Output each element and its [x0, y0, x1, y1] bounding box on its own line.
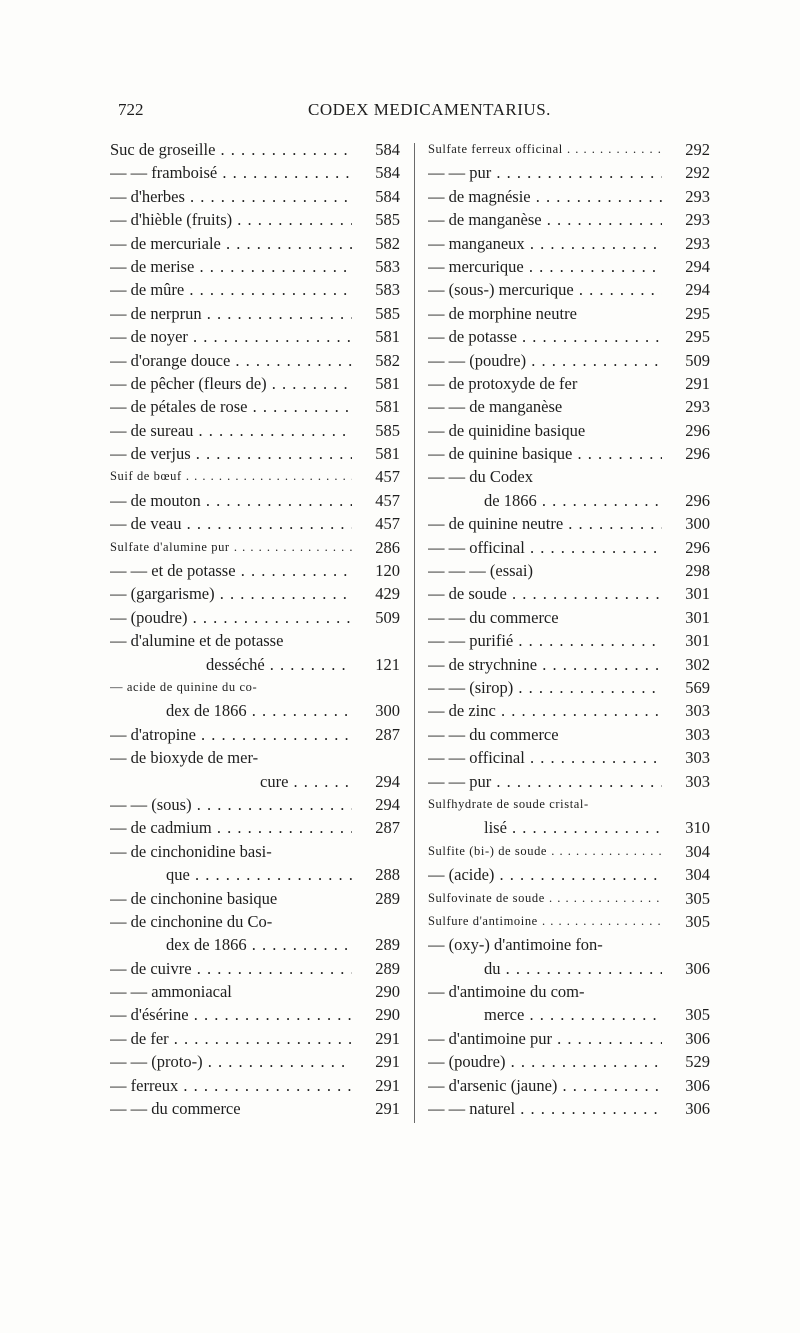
index-entry	[110, 863, 400, 886]
index-entry-page: 120	[375, 561, 400, 581]
index-entry-text: Sulfure d'antimoine . . .	[428, 910, 662, 933]
index-entry-page: 288	[375, 865, 400, 885]
index-entry-page: 457	[375, 514, 400, 534]
index-entry	[110, 699, 400, 722]
index-entry	[110, 208, 400, 231]
index-entry-page: 290	[375, 1005, 400, 1025]
index-entry	[110, 512, 400, 535]
index-entry	[428, 653, 710, 676]
index-entry-page: 296	[685, 537, 710, 557]
index-entry-text: desséché . . .	[110, 653, 352, 676]
index-entry	[428, 887, 710, 910]
index-entry-text: — d'hièble (fruits) . . .	[110, 208, 352, 231]
index-entry-text: — de bioxyde de mer-	[110, 748, 259, 768]
index-entry	[428, 957, 710, 980]
index-entry	[110, 138, 400, 161]
index-entry-page: 305	[685, 888, 710, 908]
index-entry-text: Sulfite (bi-) de soude . . .	[428, 840, 662, 863]
index-entry-page: 291	[685, 373, 710, 393]
index-entry-text: — de strychnine . . .	[428, 653, 662, 676]
index-entry	[110, 442, 400, 465]
index-entry-text: — de veau . . .	[110, 512, 352, 535]
index-entry	[428, 278, 710, 301]
index-entry-page: 300	[685, 514, 710, 534]
index-entry-text: — d'ésérine . . .	[110, 1003, 352, 1026]
index-entry-text: de 1866 . . .	[428, 489, 662, 512]
index-entry	[110, 161, 400, 184]
index-entry	[428, 465, 710, 488]
index-entry-text: — de soude . . .	[428, 582, 662, 605]
index-entry-text: — d'alumine et de potasse	[110, 631, 284, 651]
index-entry-text: — de verjus . . .	[110, 442, 352, 465]
index-entry	[428, 933, 710, 956]
index-entry-page: 291	[375, 1028, 400, 1048]
index-entry-text: lisé . . .	[428, 816, 662, 839]
index-entry	[428, 1027, 710, 1050]
index-entry-page: 581	[375, 444, 400, 464]
index-entry-text: — de sureau . . .	[110, 419, 352, 442]
index-entry-page: 300	[375, 701, 400, 721]
index-entry	[428, 442, 710, 465]
index-entry	[110, 255, 400, 278]
index-entry-text: — — officinal . . .	[428, 536, 662, 559]
index-entry-text: — de pétales de rose . . .	[110, 395, 352, 418]
index-entry-text: Sulfate d'alumine pur . . .	[110, 536, 352, 559]
column-divider	[414, 143, 415, 1123]
index-entry-text: Sulfovinate de soude . . .	[428, 887, 662, 910]
index-entry-page: 301	[685, 631, 710, 651]
index-entry-text: — — ammoniacal	[110, 982, 232, 1002]
index-entry-page: 310	[685, 818, 710, 838]
index-entry-page: 584	[375, 186, 400, 206]
index-entry-text: — (acide) . . .	[428, 863, 662, 886]
index-entry-page: 296	[685, 420, 710, 440]
index-entry-text: — — framboisé . . .	[110, 161, 352, 184]
index-entry	[110, 395, 400, 418]
index-entry	[110, 349, 400, 372]
index-entry-text: — d'atropine . . .	[110, 723, 352, 746]
index-entry-page: 584	[375, 140, 400, 159]
index-entry	[110, 933, 400, 956]
index-entry	[428, 419, 710, 442]
index-entry-text: — — pur . . .	[428, 161, 662, 184]
index-entry	[428, 138, 710, 161]
index-entry-text: — d'herbes . . .	[110, 185, 352, 208]
index-entry-page: 289	[375, 935, 400, 955]
index-entry-text: dex de 1866 . . .	[110, 699, 352, 722]
index-entry-text: — de cinchonidine basi-	[110, 841, 272, 861]
index-entry-page: 306	[685, 958, 710, 978]
index-entry-page: 581	[375, 397, 400, 417]
index-entry-page: 585	[375, 420, 400, 440]
index-entry	[428, 1097, 710, 1120]
index-entry-text: — acide de quinine du co-	[110, 679, 258, 694]
index-entry-text: — — purifié . . .	[428, 629, 662, 652]
running-title: CODEX MEDICAMENTARIUS.	[308, 100, 551, 119]
index-entry	[428, 559, 710, 582]
index-entry	[428, 372, 710, 395]
index-entry-text: — (poudre) . . .	[110, 606, 352, 629]
index-entry	[428, 910, 710, 933]
index-entry-text: — de merise . . .	[110, 255, 352, 278]
index-entry-page: 290	[375, 982, 400, 1002]
index-entry-page: 304	[685, 841, 710, 861]
index-entry	[428, 1050, 710, 1073]
index-entry-text: — de noyer . . .	[110, 325, 352, 348]
index-entry	[428, 816, 710, 839]
index-entry-text: — de quinidine basique	[428, 420, 586, 440]
index-entry	[428, 489, 710, 512]
index-entry-text: — de mouton . . .	[110, 489, 352, 512]
index-entry	[110, 980, 400, 1003]
index-entry-text: — de mercuriale . . .	[110, 232, 352, 255]
index-entry-page: 292	[685, 140, 710, 159]
index-entry-page: 303	[685, 724, 710, 744]
index-entry-text: — — du commerce	[428, 607, 559, 627]
page-number: 722	[118, 100, 144, 119]
index-entry	[110, 465, 400, 488]
index-entry-page: 305	[685, 1005, 710, 1025]
index-entry	[110, 582, 400, 605]
index-entry	[428, 676, 710, 699]
index-entry-page: 583	[375, 256, 400, 276]
index-entry	[428, 980, 710, 1003]
index-entry-text: que . . .	[110, 863, 352, 886]
index-entry	[110, 559, 400, 582]
index-entry	[110, 185, 400, 208]
index-entry-page: 289	[375, 888, 400, 908]
index-entry	[110, 489, 400, 512]
index-entry-page: 585	[375, 210, 400, 230]
index-entry	[110, 278, 400, 301]
index-entry-text: — de manganèse . . .	[428, 208, 662, 231]
index-entry-text: — — naturel . . .	[428, 1097, 662, 1120]
index-entry-page: 582	[375, 233, 400, 253]
index-entry	[428, 302, 710, 325]
index-entry-page: 306	[685, 1075, 710, 1095]
index-entry-text: — — pur . . .	[428, 770, 662, 793]
index-entry	[110, 1027, 400, 1050]
index-entry-page: 583	[375, 280, 400, 300]
index-entry-text: — d'orange douce . . .	[110, 349, 352, 372]
index-entry	[110, 723, 400, 746]
index-entry	[428, 770, 710, 793]
index-entry	[110, 629, 400, 652]
index-entry	[428, 325, 710, 348]
index-entry	[428, 536, 710, 559]
page-header	[118, 100, 708, 126]
index-entry-text: — de morphine neutre	[428, 303, 577, 323]
index-entry-page: 294	[685, 256, 710, 276]
index-entry	[110, 372, 400, 395]
index-entry-page: 298	[685, 561, 710, 581]
index-entry	[428, 582, 710, 605]
index-entry-page: 296	[685, 490, 710, 510]
index-entry	[428, 349, 710, 372]
index-entry	[428, 185, 710, 208]
index-entry-page: 121	[375, 654, 400, 674]
index-entry-text: Sulfate ferreux officinal . . .	[428, 138, 662, 161]
index-entry-text: — (poudre) . . .	[428, 1050, 662, 1073]
index-entry	[110, 606, 400, 629]
index-entry-text: — — et de potasse . . .	[110, 559, 352, 582]
index-entry-page: 509	[685, 350, 710, 370]
index-entry-text: — de fer . . .	[110, 1027, 352, 1050]
index-entry-text: — — (poudre) . . .	[428, 349, 662, 372]
index-entry-text: — de cinchonine basique	[110, 888, 278, 908]
index-entry-page: 287	[375, 724, 400, 744]
index-entry-page: 584	[375, 163, 400, 183]
index-entry	[110, 419, 400, 442]
index-entry	[428, 840, 710, 863]
index-entry	[428, 161, 710, 184]
index-entry-text: — de cadmium . . .	[110, 816, 352, 839]
index-entry-text: — d'antimoine pur . . .	[428, 1027, 662, 1050]
index-entry	[110, 1050, 400, 1073]
index-entry-text: — de pêcher (fleurs de) . . .	[110, 372, 352, 395]
index-entry-text: — de mûre . . .	[110, 278, 352, 301]
index-entry-page: 585	[375, 303, 400, 323]
index-entry	[110, 1097, 400, 1120]
index-entry	[428, 746, 710, 769]
index-entry-text: — de potasse . . .	[428, 325, 662, 348]
index-entry-text: — de nerprun . . .	[110, 302, 352, 325]
index-entry-page: 303	[685, 748, 710, 768]
index-entry	[428, 699, 710, 722]
index-entry	[110, 536, 400, 559]
index-entry-text: du . . .	[428, 957, 662, 980]
index-entry	[110, 1003, 400, 1026]
index-entry-page: 287	[375, 818, 400, 838]
index-entry-text: — — (sirop) . . .	[428, 676, 662, 699]
index-entry-page: 295	[685, 303, 710, 323]
index-entry	[110, 793, 400, 816]
index-entry-page: 582	[375, 350, 400, 370]
index-entry-page: 289	[375, 958, 400, 978]
index-entry-page: 303	[685, 771, 710, 791]
index-entry-page: 294	[685, 280, 710, 300]
index-entry	[110, 676, 400, 699]
index-entry-page: 293	[685, 186, 710, 206]
index-entry	[428, 1003, 710, 1026]
index-entry-page: 292	[685, 163, 710, 183]
index-entry-page: 457	[375, 490, 400, 510]
index-entry-page: 305	[685, 911, 710, 931]
index-entry-text: — — du commerce	[428, 724, 559, 744]
index-entry	[110, 840, 400, 863]
index-entry-text: — — du Codex	[428, 467, 533, 487]
index-entry-page: 429	[375, 584, 400, 604]
index-entry-text: — (sous-) mercurique . . .	[428, 278, 662, 301]
index-entry	[110, 770, 400, 793]
index-entry-text: — manganeux . . .	[428, 232, 662, 255]
index-column-right	[428, 138, 710, 1120]
index-entry-page: 301	[685, 584, 710, 604]
index-entry-page: 295	[685, 327, 710, 347]
index-entry-page: 581	[375, 327, 400, 347]
index-entry-text: — — (sous) . . .	[110, 793, 352, 816]
index-entry-page: 306	[685, 1028, 710, 1048]
index-entry-text: Suc de groseille . . .	[110, 138, 352, 161]
index-entry-text: dex de 1866 . . .	[110, 933, 352, 956]
index-entry-text: — de protoxyde de fer	[428, 373, 578, 393]
index-entry-page: 293	[685, 397, 710, 417]
index-entry	[428, 255, 710, 278]
index-entry-page: 529	[685, 1052, 710, 1072]
index-entry-page: 293	[685, 233, 710, 253]
index-entry	[428, 1074, 710, 1097]
index-entry	[428, 793, 710, 816]
index-entry-text: — — officinal . . .	[428, 746, 662, 769]
index-entry	[110, 302, 400, 325]
index-entry	[428, 863, 710, 886]
index-entry-page: 291	[375, 1099, 400, 1119]
index-entry-page: 294	[375, 794, 400, 814]
index-entry-page: 294	[375, 771, 400, 791]
index-entry-text: — de cuivre . . .	[110, 957, 352, 980]
index-entry-text: — de cinchonine du Co-	[110, 911, 273, 931]
index-entry	[110, 653, 400, 676]
index-entry	[428, 723, 710, 746]
index-entry	[110, 325, 400, 348]
index-entry-text: — (gargarisme) . . .	[110, 582, 352, 605]
index-entry	[110, 746, 400, 769]
index-entry-page: 291	[375, 1075, 400, 1095]
index-entry-page: 296	[685, 444, 710, 464]
index-entry-text: Suif de bœuf . . .	[110, 465, 352, 488]
index-entry-page: 293	[685, 210, 710, 230]
index-entry-text: — — (proto-) . . .	[110, 1050, 352, 1073]
index-entry	[110, 910, 400, 933]
index-entry	[428, 606, 710, 629]
index-entry-page: 286	[375, 537, 400, 557]
index-entry-text: — de quinine neutre . . .	[428, 512, 662, 535]
index-entry-page: 302	[685, 654, 710, 674]
index-entry-page: 291	[375, 1052, 400, 1072]
index-entry-page: 306	[685, 1099, 710, 1119]
index-entry-text: — (oxy-) d'antimoine fon-	[428, 935, 603, 955]
index-column-left	[110, 138, 400, 1120]
index-entry-text: merce . . .	[428, 1003, 662, 1026]
index-entry-text: — d'arsenic (jaune) . . .	[428, 1074, 662, 1097]
index-entry-text: Sulfhydrate de soude cristal-	[428, 796, 589, 811]
index-entry-text: — de quinine basique . . .	[428, 442, 662, 465]
index-entry	[428, 208, 710, 231]
index-entry-text: — de magnésie . . .	[428, 185, 662, 208]
index-entry-text: — mercurique . . .	[428, 255, 662, 278]
index-entry	[428, 395, 710, 418]
index-entry-page: 569	[685, 677, 710, 697]
index-entry-text: — d'antimoine du com-	[428, 982, 585, 1002]
index-entry-page: 581	[375, 373, 400, 393]
index-entry	[428, 629, 710, 652]
index-entry-page: 304	[685, 865, 710, 885]
index-entry-page: 303	[685, 701, 710, 721]
index-entry-text: — — — (essai)	[428, 561, 533, 581]
index-entry-page: 457	[375, 467, 400, 487]
index-entry-text: cure . . .	[110, 770, 352, 793]
index-entry	[110, 232, 400, 255]
index-entry	[110, 816, 400, 839]
index-entry-text: — de zinc . . .	[428, 699, 662, 722]
index-entry	[428, 512, 710, 535]
index-entry-text: — — du commerce	[110, 1099, 241, 1119]
index-entry-page: 509	[375, 607, 400, 627]
index-entry-text: — — de manganèse	[428, 397, 563, 417]
index-entry	[110, 887, 400, 910]
index-entry	[110, 957, 400, 980]
index-entry	[428, 232, 710, 255]
index-entry-page: 301	[685, 607, 710, 627]
index-entry-text: — ferreux . . .	[110, 1074, 352, 1097]
index-entry	[110, 1074, 400, 1097]
